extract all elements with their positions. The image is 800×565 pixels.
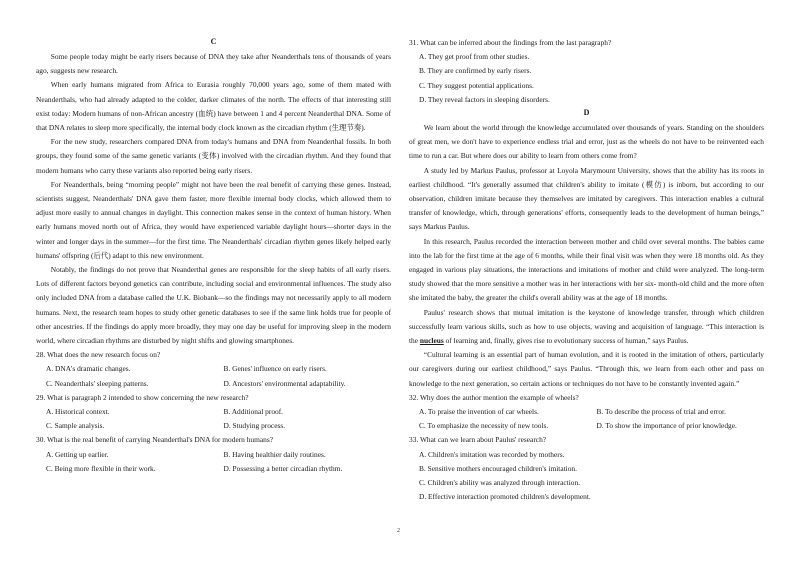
passage-c-paragraph: For the new study, researchers compared DNA from today's humans and DNA from Neanderthal fossils. In both groups, they found some of the same genetic variants (变体) involved with the circadian rhythm. And they found that modern humans who carry these variants also reported being early risers. <box>36 137 391 175</box>
question-30 <box>36 433 391 476</box>
option-a[interactable]: A. Getting up earlier. <box>46 449 109 459</box>
answer-options <box>409 405 764 433</box>
passage-d-paragraph: We learn about the world through the knowledge accumulated over thousands of years. Standing on the shoulders of great men, we don't have to experience endless trial and error, just as the wheels do not have to be reinvented each time to run a car. But where does our ability to learn from others come from? <box>409 123 764 161</box>
question-stem: 32. Why does the author mention the example of wheels? <box>409 392 579 402</box>
option-c[interactable]: C. Children's ability was analyzed through interaction. <box>419 478 581 488</box>
question-stem: 30. What is the real benefit of carrying Neanderthal's DNA for modern humans? <box>36 435 274 445</box>
option-b[interactable]: B. To describe the process of trial and error. <box>596 407 726 417</box>
question-32 <box>409 391 764 434</box>
option-c[interactable]: C. To emphasize the necessity of new tools. <box>419 421 549 431</box>
question-31 <box>409 36 764 107</box>
question-stem: 28. What does the new research focus on? <box>36 350 161 360</box>
option-d[interactable]: D. Possessing a better circadian rhythm. <box>223 463 343 473</box>
option-b[interactable]: B. Sensitive mothers encouraged children's imitation. <box>419 463 577 473</box>
question-stem: 33. What can we learn about Paulus' research? <box>409 435 547 445</box>
passage-d-paragraph: In this research, Paulus recorded the interaction between mother and child over several months. The babies came into the lab for the first time at the age of 6 months, while their final visit was when they were 18 months old. As they engaged in various play situations, the interactions and imitations of mother and child were analyzed. The long-term study showed that the more sensitive a mother was in her interactions with her six- month-old child and the more often she imitated the baby, the greater the child's overall ability was at the age of 18 months. <box>409 236 764 303</box>
option-c[interactable]: C. Neanderthals' sleeping patterns. <box>46 378 149 388</box>
question-28 <box>36 348 391 391</box>
option-b[interactable]: B. Having healthier daily routines. <box>223 449 326 459</box>
section-heading-c: C <box>210 37 217 46</box>
question-29 <box>36 391 391 434</box>
option-a[interactable]: A. Children's imitation was recorded by mothers. <box>419 449 565 459</box>
left-column <box>36 36 391 476</box>
answer-options <box>36 405 391 433</box>
answer-options <box>409 448 764 505</box>
question-33 <box>409 433 764 504</box>
underlined-word: nucleus <box>419 336 444 346</box>
passage-c-paragraph: For Neanderthals, being “morning people” might not have been the real benefit of carrying these genes. Instead, scientists suggest, Neanderthals' DNA gave them faster, more flexible internal body clocks, which allowed them to adjust more easily to annual changes in daylight. This connection makes sense in the context of human history. When early humans moved north out of Africa, they would have experienced variable daylight hours—shorter days in the winter and longer days in the summer—for the first time. The Neanderthals' circadian rhythm genes likely helped early humans' offspring (后代) adapt to this new environment. <box>36 179 391 260</box>
option-d[interactable]: D. They reveal factors in sleeping disorders. <box>419 94 550 104</box>
option-d[interactable]: D. To show the importance of prior knowledge. <box>596 421 737 431</box>
option-b[interactable]: B. Additional proof. <box>223 407 284 417</box>
passage-d-paragraph: A study led by Markus Paulus, professor at Loyola Marymount University, shows that the ability has its roots in earliest childhood. “It's generally assumed that children's ability to imitate (模仿) is inborn, but according to our observation, children imitate because they themselves are imitated by caregivers. This interaction enables a cultural transfer of knowledge, which, through generations' efforts, consequently leads to the development of human beings,” says Markus Paulus. <box>409 165 764 232</box>
paragraph-text: Paulus' research shows that mutual imitation is the keystone of knowledge transfer, through which children successfully learn various skills, such as how to use objects, waving and acquisition of language. “This interaction is the <box>409 307 764 346</box>
passage-c-paragraph: Notably, the findings do not prove that Neanderthal genes are responsible for the sleep habits of all early risers. Lots of different factors beyond genetics can contribute, including social and environmental influences. The study also only included DNA from a database called the U.K. Biobank—so the findings may not necessarily apply to all modern humans. Next, the research team hopes to study other genetic databases to see if the same link holds true for people of other ancestries. If the findings do apply more broadly, they may one day be useful for improving sleep in the modern world, where circadian rhythms are disturbed by night shifts and glowing smartphones. <box>36 265 391 346</box>
passage-d-paragraph <box>409 306 764 349</box>
passage-d-paragraph: “Cultural learning is an essential part of human evolution, and it is rooted in the imitation of others, particularly our caregivers during our earliest childhood,” says Paulus. “Through this, we learn from each other and pass on knowledge to the next generation, so certain actions or techniques do not have to be constantly invented again.” <box>409 350 764 388</box>
passage-c-paragraph: When early humans migrated from Africa to Eurasia roughly 70,000 years ago, some of them mated with Neanderthals, who had already adapted to the colder, darker climates of the north. The effects of that interesting still exist today: Modern humans of non-African ancestry (血统) have between 1 and 4 percent Neanderthal DNA. Some of that DNA relates to sleep more specifically, the internal body clock known as the circadian rhythm (生理节奏). <box>36 80 391 133</box>
question-stem: 31. What can be inferred about the findings from the last paragraph? <box>409 38 612 47</box>
section-heading-d: D <box>583 108 590 118</box>
answer-options <box>36 448 391 476</box>
answer-options <box>36 362 391 390</box>
option-a[interactable]: A. Historical context. <box>46 407 110 417</box>
option-c[interactable]: C. Being more flexible in their work. <box>46 463 156 473</box>
option-a[interactable]: A. To praise the invention of car wheels. <box>419 407 539 417</box>
paragraph-text: of learning and, finally, gives rise to evolutionary success of human,” says Paulus. <box>443 336 689 346</box>
option-d[interactable]: D. Studying process. <box>223 421 286 431</box>
answer-options <box>409 50 764 107</box>
option-b[interactable]: B. Genes' influence on early risers. <box>223 364 327 374</box>
option-a[interactable]: A. They get proof from other studies. <box>419 52 530 62</box>
right-column <box>409 36 764 505</box>
option-d[interactable]: D. Effective interaction promoted children's development. <box>419 492 591 502</box>
option-a[interactable]: A. DNA's dramatic changes. <box>46 364 131 374</box>
option-c[interactable]: C. They suggest potential applications. <box>419 80 534 90</box>
option-c[interactable]: C. Sample analysis. <box>46 421 105 431</box>
option-b[interactable]: B. They are confirmed by early risers. <box>419 66 532 76</box>
option-d[interactable]: D. Ancestors' environmental adaptability. <box>223 378 346 388</box>
page-number: 2 <box>397 528 400 534</box>
question-stem: 29. What is paragraph 2 intended to show concerning the new research? <box>36 392 249 402</box>
passage-c-paragraph: Some people today might be early risers because of DNA they take after Neanderthals tens of thousands of years ago, suggests new research. <box>36 52 391 76</box>
